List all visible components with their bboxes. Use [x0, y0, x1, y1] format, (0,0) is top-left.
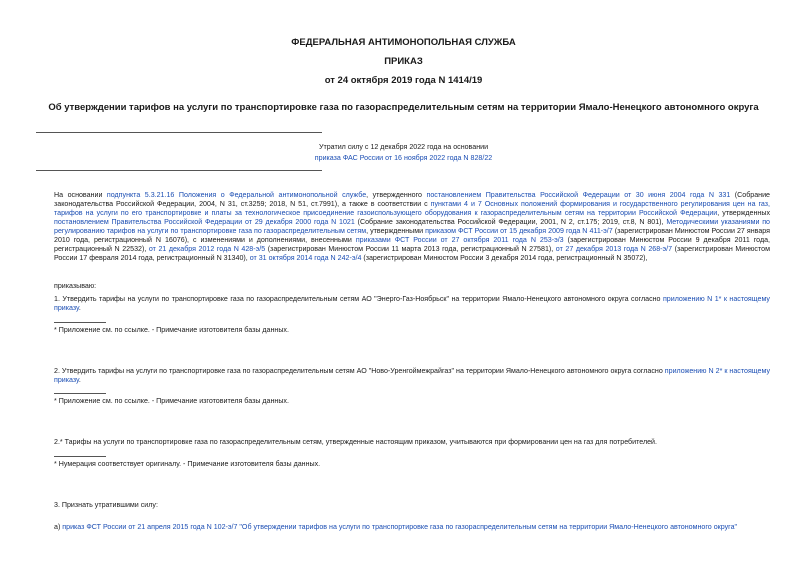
preamble-text: (Собрание законодательства Российской Федерации, 2004, N 31, ст.3259; 2018, N 51, ст.7991), а также в соответствии с — [54, 191, 770, 208]
preamble-link[interactable]: подпункта 5.3.21.16 Положения о Федеральной антимонопольной службе — [106, 191, 367, 199]
status-line: Утратил силу с 12 декабря 2022 года на основании — [318, 143, 489, 151]
item-text: . — [78, 304, 81, 312]
preamble-link[interactable]: от 31 октября 2014 года N 242-э/4 — [249, 254, 362, 262]
preamble-text: (зарегистрирован Минюстом России 17 февраля 2014 года, регистрационный N 31340), — [54, 245, 770, 262]
preamble-link[interactable]: приказом ФСТ России от 15 декабря 2009 года N 411-э/7 — [425, 227, 613, 235]
preamble-link[interactable]: пунктами 4 и 7 Основных положений формирования и государственного регулирования цен на газ, тарифов на услуги по его транспортировке и платы за технологическое присоединение газоиспользующего оборудования к газораспределительным сетям на территории Российской Федерации — [54, 200, 770, 217]
divider — [36, 170, 322, 171]
footnote-1: * Приложение см. по ссылке. - Примечание изготовителя базы данных. — [54, 326, 289, 334]
status-link[interactable]: приказа ФАС России от 16 ноября 2022 года N 828/22 — [314, 154, 493, 162]
agency-name: ФЕДЕРАЛЬНАЯ АНТИМОНОПОЛЬНАЯ СЛУЖБА — [291, 37, 516, 48]
footnote-divider — [54, 322, 106, 323]
preamble-paragraph — [54, 191, 770, 263]
preamble-text: , утвержденными — [366, 227, 426, 235]
preamble-link[interactable]: постановлением Правительства Российской Федерации от 29 декабря 2000 года N 1021 — [54, 218, 355, 226]
preamble-text: (зарегистрирован Минюстом России 9 декабря 2011 года, регистрационный N 22532), — [54, 236, 770, 253]
document-date-number: от 24 октября 2019 года N 1414/19 — [324, 75, 483, 86]
preamble-text: На основании — [54, 191, 107, 199]
preamble-text: , утвержденных — [717, 209, 770, 217]
preamble-text: (зарегистрирован Минюстом России 27 января 2010 года, регистрационный N 16076), с изменениями и дополнениями, внесенными — [54, 227, 770, 244]
document-type: ПРИКАЗ — [384, 56, 423, 67]
item-text: 1. Утвердить тарифы на услуги по транспортировке газа по газораспределительным сетям АО "Энерго-Газ-Ноябрьск" на территории Ямало-Ненецкого автономного округа согласно — [54, 295, 663, 303]
divider — [36, 132, 322, 133]
preamble-link[interactable]: от 27 декабря 2013 года N 268-э/7 — [555, 245, 673, 253]
preamble-text: , утвержденного — [366, 191, 427, 199]
item-2-star-paragraph: 2.* Тарифы на услуги по транспортировке газа по газораспределительным сетям, утвержденные настоящим приказом, учитываются при формировании цен на газ для потребителей. — [54, 438, 657, 446]
item-text: 2. Утвердить тарифы на услуги по транспортировке газа по газораспределительным сетям АО "Ново-Уренгоймежрайгаз" на территории Ямало-Ненецкого автономного округа согласно — [54, 367, 665, 375]
document-subject: Об утверждении тарифов на услуги по транспортировке газа по газораспределительным сетям на территории Ямало-Ненецкого автономного округа — [48, 102, 759, 113]
preamble-link[interactable]: постановлением Правительства Российской Федерации от 30 июня 2004 года N 331 — [426, 191, 731, 199]
appendix-2-link[interactable]: приложению N 2* к настоящему приказу — [54, 367, 770, 384]
item-3-paragraph: 3. Признать утратившими силу: — [54, 501, 158, 509]
preamble-text: (зарегистрирован Минюстом России 3 декабря 2014 года, регистрационный N 35072), — [361, 254, 648, 262]
item-text: а) — [54, 523, 63, 531]
order-word: приказываю: — [54, 282, 97, 290]
item-text: . — [78, 376, 81, 384]
repealed-order-link[interactable]: приказ ФСТ России от 21 апреля 2015 года N 102-э/7 "Об утверждении тарифов на услуги по транспортировке газа по газораспределительным сетям на территории Ямало-Ненецкого автономного округа" — [62, 523, 738, 531]
footnote-divider — [54, 456, 106, 457]
footnote-divider — [54, 393, 106, 394]
preamble-text: (зарегистрирован Минюстом России 11 марта 2013 года, регистрационный N 27581), — [265, 245, 556, 253]
appendix-1-link[interactable]: приложению N 1* к настоящему приказу — [54, 295, 770, 312]
item-1-paragraph — [54, 295, 770, 313]
preamble-text: (Собрание законодательства Российской Федерации, 2001, N 2, ст.175; 2019, ст.8, N 801), — [354, 218, 667, 226]
item-2-paragraph — [54, 367, 770, 385]
preamble-link[interactable]: от 21 декабря 2012 года N 428-э/5 — [148, 245, 266, 253]
preamble-link[interactable]: приказами ФСТ России от 27 октября 2011 года N 253-э/3 — [355, 236, 564, 244]
footnote-2: * Приложение см. по ссылке. - Примечание изготовителя базы данных. — [54, 397, 289, 405]
footnote-3: * Нумерация соответствует оригиналу. - Примечание изготовителя базы данных. — [54, 460, 321, 468]
item-3a-paragraph — [54, 523, 770, 532]
preamble-link[interactable]: Методическими указаниями по регулированию тарифов на услуги по транспортировке газа по газораспределительным сетям — [54, 218, 771, 235]
